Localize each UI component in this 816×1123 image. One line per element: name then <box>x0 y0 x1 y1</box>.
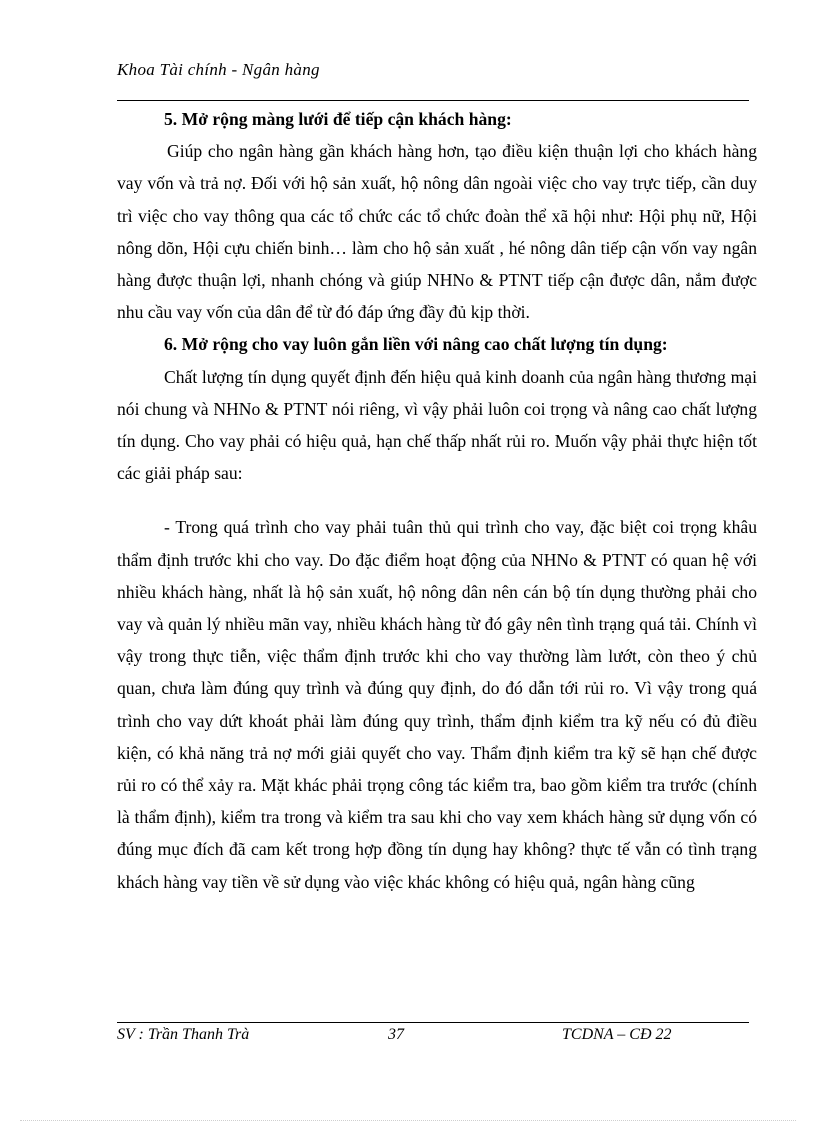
footer-student-name: SV : Trần Thanh Trà <box>117 1026 250 1043</box>
page-header: Khoa Tài chính - Ngân hàng <box>117 60 320 79</box>
footer-page-number: 37 <box>388 1026 404 1043</box>
section-6-paragraph-2: - Trong quá trình cho vay phải tuân thủ qui trình cho vay, đặc biệt coi trọng khâu thẩm định trước khi cho vay. Do đặc điểm hoạt động của NHNo & PTNT có quan hệ với nhiều khách hàng, nhất là hộ sản xuất, hộ nông dân nên cán bộ tín dụng thường phải cho vay và quản lý nhiều mãn vay, nhiều khách hàng từ đó gây nên tình trạng quá tải. Chính vì vậy trong thực tiễn, việc thẩm định trước khi cho vay thường làm lướt, còn theo ý chủ quan, chưa làm đúng quy trình và đúng quy định, do đó dẫn tới rủi ro. Vì vậy trong quá trình cho vay dứt khoát phải làm đúng quy trình, thẩm định kiểm tra kỹ nếu có đủ điều kiện, có khả năng trả nợ mới giải quyết cho vay. Thẩm định kiểm tra kỹ sẽ hạn chế được rủi ro có thể xảy ra. Mặt khác phải trọng công tác kiểm tra, bao gồm kiểm tra trước (chính là thẩm định), kiểm tra trong và kiểm tra sau khi cho vay xem khách hàng sử dụng vốn có đúng mục đích đã cam kết trong hợp đồng tín dụng hay không? thực tế vẫn có tình trạng khách hàng vay tiền về sử dụng vào việc khác không có hiệu quả, ngân hàng cũng <box>117 517 757 892</box>
page-bottom-edge <box>20 1120 796 1121</box>
section-5-heading: 5. Mở rộng màng lưới để tiếp cận khách hàng: <box>164 109 512 129</box>
section-6-heading: 6. Mở rộng cho vay luôn gắn liền với nâng cao chất lượng tín dụng: <box>164 334 668 355</box>
section-5-paragraph: Giúp cho ngân hàng gần khách hàng hơn, tạo điều kiện thuận lợi cho khách hàng vay vốn và trả nợ. Đối với hộ sản xuất, hộ nông dân ngoài việc cho vay trực tiếp, cần duy trì việc cho vay thông qua các tổ chức các tổ chức đoàn thể xã hội như: Hội phụ nữ, Hội nông dõn, Hội cựu chiến binh… làm cho hộ sản xuất , hé nông dân tiếp cận vốn vay ngân hàng được thuận lợi, nhanh chóng và giúp NHNo & PTNT tiếp cận được dân, nắm được nhu cầu vay vốn của dân để từ đó đáp ứng đầy đủ kịp thời. <box>117 141 757 323</box>
paragraph-spacer <box>117 489 757 511</box>
header-divider <box>117 100 749 101</box>
footer-divider <box>117 1022 749 1023</box>
section-6-paragraph-1: Chất lượng tín dụng quyết định đến hiệu quả kinh doanh của ngân hàng thương mại nói chung và NHNo & PTNT nói riêng, vì vậy phải luôn coi trọng và nâng cao chất lượng tín dụng. Cho vay phải có hiệu quả, hạn chế thấp nhất rủi ro. Muốn vậy phải thực hiện tốt các giải pháp sau: <box>117 366 757 484</box>
document-body <box>117 103 757 898</box>
footer-class-code: TCDNA – CĐ 22 <box>562 1026 672 1043</box>
